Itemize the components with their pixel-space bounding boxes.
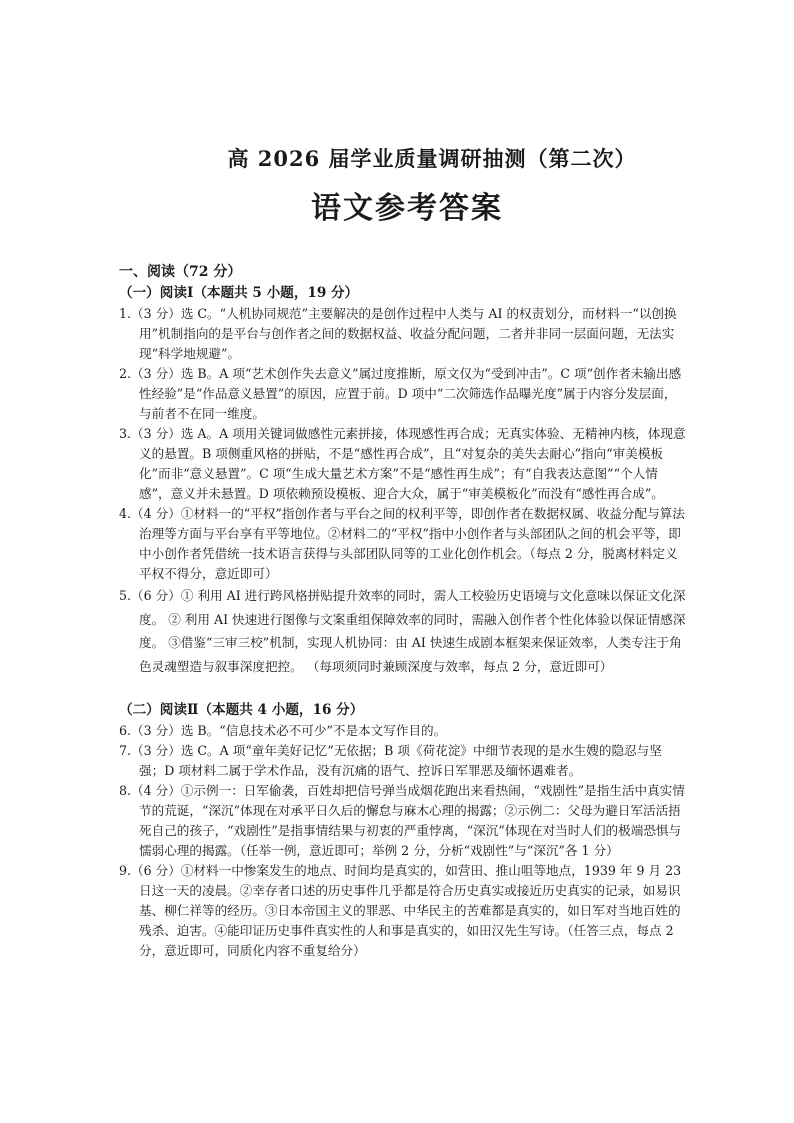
answer-item-8: 8.（4 分）①示例一：日军偷袭，百姓却把信号弹当成烟花跑出来看热闹，“戏剧性”是指生活中真实情节的荒诞，“深沉”体现在对承平日久后的懈怠与麻木心理的揭露；②示例二：父母为避日军活活捂死自己的孩子，“戏剧性”是指事情结果与初衷的严重悖离，“深沉”体现在对当时人们的极端恐惧与懦弱心理的揭露。（任举一例，意近即可；举例 2 分，分析“戏剧性”与“深沉”各 1 分） [119, 783, 685, 858]
answer-item-3: 3.（3 分）选 A。A 项用关键词做感性元素拼接，体现感性再合成；无真实体验、无精神内核，体现意义的悬置。B 项侧重风格的拼贴，不是“感性再合成”，且“对复杂的美失去耐心”指向“审美模板化”而非“意义悬置”。C 项“生成大量艺术方案”不是“感性再生成”；有“自我表达意图”“个人情感”，意义并未悬置。D 项依赖预设模板、迎合大众，属于“审美模板化”而没有“感性再合成”。 [119, 426, 686, 501]
answer-item-7: 7.（3 分）选 C。A 项“童年美好记忆”无依据；B 项《荷花淀》中细节表现的是水生嫂的隐忍与坚强；D 项材料二属于学术作品，没有沉痛的语气、控诉日军罪恶及缅怀遇难者。 [119, 743, 662, 778]
answer-item-1: 1.（3 分）选 C。“人机协同规范”主要解决的是创作过程中人类与 AI 的权责划分，而材料一“以创换用”机制指向的是平台与创作者之间的数据权益、收益分配问题，二者并非同一层面问题，无法实现“科学地规避”。 [119, 306, 677, 361]
answer-item-5: 5.（6 分）① 利用 AI 进行跨风格拼贴提升效率的同时，需人工校验历史语境与文化意味以保证文化深度。 ② 利用 AI 快速进行图像与文案重组保障效率的同时，需融入创作者个性化体验以保证情感深度。 ③借鉴“三审三校”机制，实现人机协同：由 AI 快速生成剧本框架来保证效率，人类专注于角色灵魂塑造与叙事深度把控。 （每项须同时兼顾深度与效率，每点 2 分，意近即可） [119, 588, 686, 674]
answer-item-4: 4.（4 分）①材料一的“平权”指创作者与平台之间的权利平等，即创作者在数据权属、收益分配与算法治理等方面与平台享有平等地位。②材料二的“平权”指中小创作者与头部团队之间的机会平等，即中小创作者凭借统一技术语言获得与头部团队同等的工业化创作机会。（每点 2 分，脱离材料定义平权不得分，意近即可） [119, 506, 685, 581]
answer-item-2: 2.（3 分）选 B。A 项“艺术创作失去意义”属过度推断，原文仅为“受到冲击”。C 项“创作者未输出感性经验”是“作品意义悬置”的原因，应置于前。D 项中“二次筛选作品曝光度”属于内容分发层面，与前者不在同一维度。 [119, 366, 682, 421]
answer-item-6: 6.（3 分）选 B。“信息技术必不可少”不是本文写作目的。 [119, 723, 447, 738]
section-heading-reading: 一、阅读（72 分） [119, 264, 242, 280]
answer-key-title: 语文参考答案 [311, 191, 503, 226]
exam-title: 高 2026 届学业质量调研抽测（第二次） [227, 146, 637, 171]
section-spacer [119, 678, 687, 700]
subsection-heading-reading-1: （一）阅读Ⅰ（本题共 5 小题，19 分） [119, 285, 359, 301]
answer-content [119, 262, 687, 961]
subsection-heading-reading-2: （二）阅读Ⅱ（本题共 4 小题，16 分） [119, 702, 364, 718]
answer-item-9: 9.（6 分）①材料一中惨案发生的地点、时间均是真实的，如营田、推山咀等地点，1939 年 9 月 23 日这一天的凌晨。②幸存者口述的历史事件几乎都是符合历史真实或接近历史真实的记录，如易识基、柳仁祥等的经历。③日本帝国主义的罪恶、中华民主的苦难都是真实的，如日军对当地百姓的残杀、迫害。④能印证历史事件真实性的人和事是真实的，如田汉先生写诗。（任答三点，每点 2 分，意近即可，同质化内容不重复给分） [119, 863, 682, 958]
